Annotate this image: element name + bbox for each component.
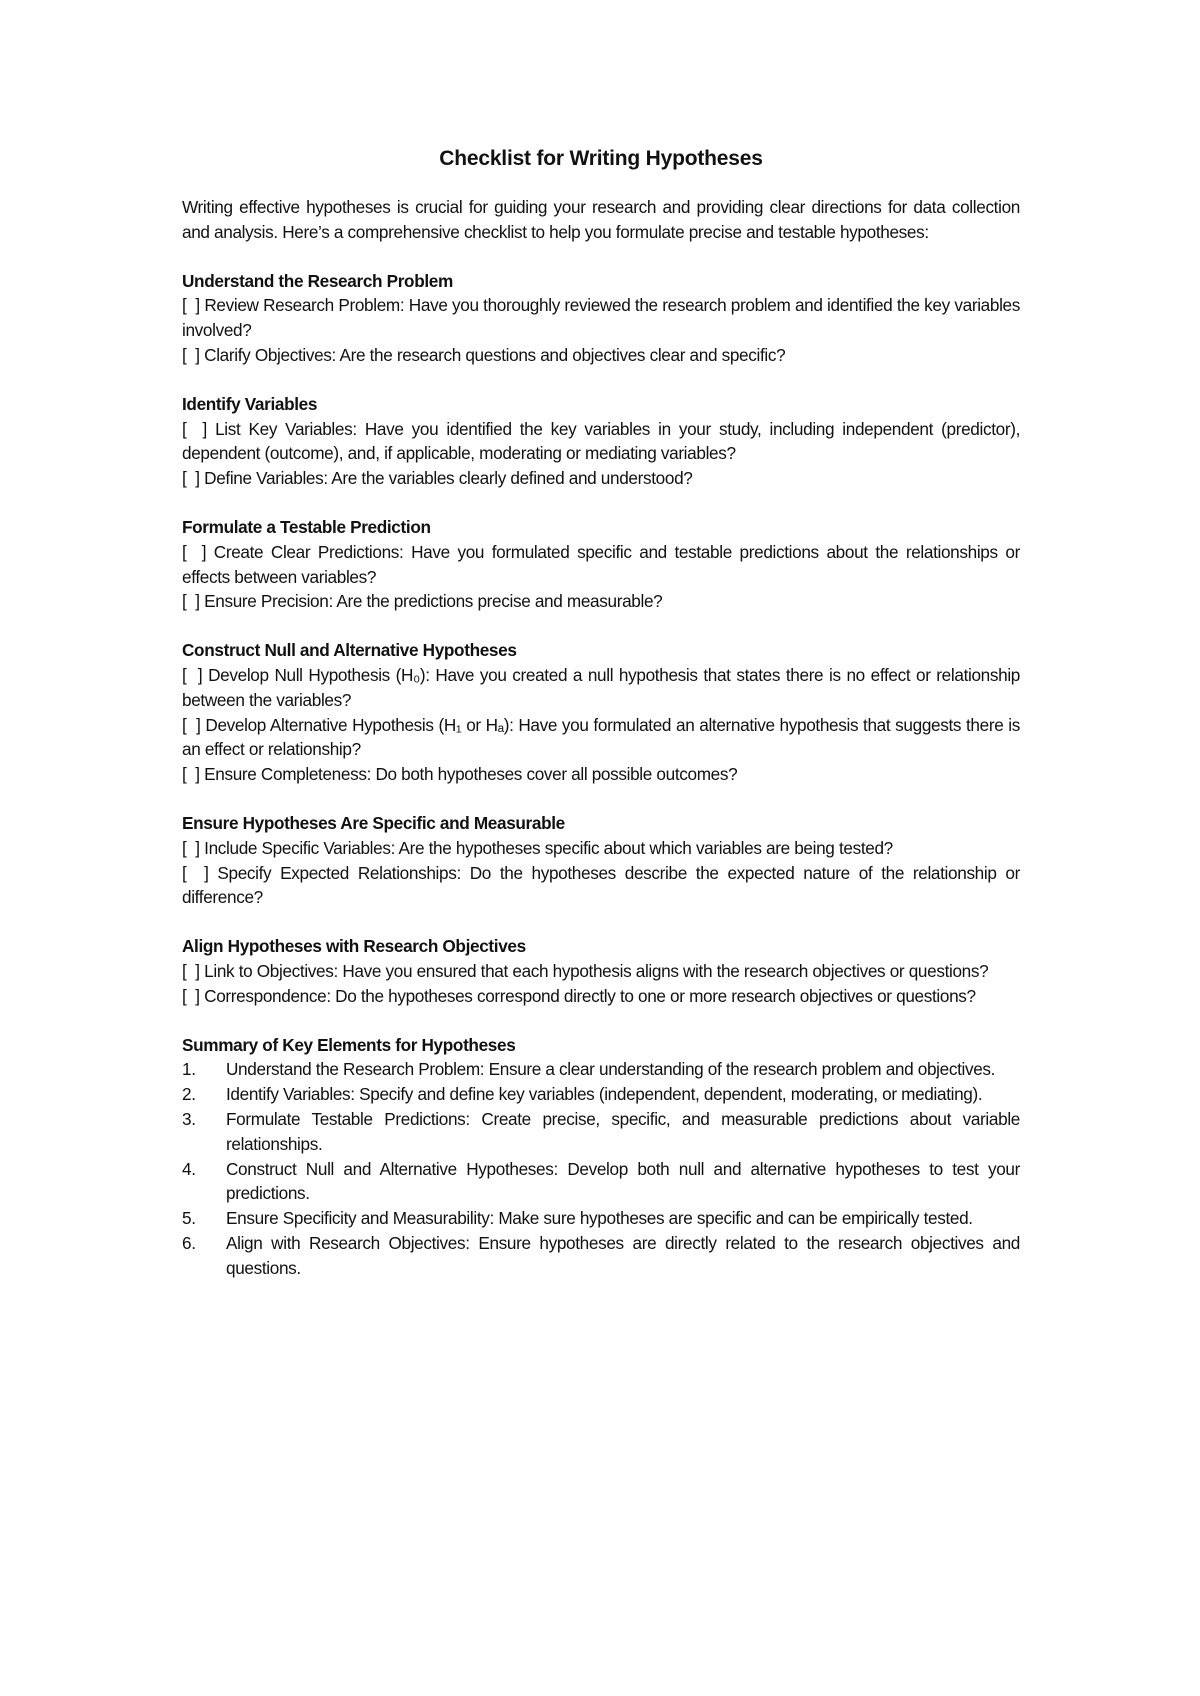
checklist-item: [182, 540, 1020, 590]
checklist-section: [182, 515, 1020, 614]
summary-item-text: Align with Research Objectives: Ensure hypotheses are directly related to the research objectives and questions.: [226, 1232, 1020, 1278]
checklist-item-text: Include Specific Variables: Are the hypotheses specific about which variables are being tested?: [204, 837, 893, 858]
checklist-item-text: Develop Null Hypothesis (H₀): Have you created a null hypothesis that states there is no effect or relationship between the variables?: [182, 664, 1021, 710]
summary-item-number: 4.: [182, 1158, 196, 1179]
checklist-item-text: Correspondence: Do the hypotheses correspond directly to one or more research objectives or questions?: [204, 985, 976, 1006]
checkbox[interactable]: [ ]: [182, 418, 207, 439]
checklist-item: [182, 589, 1020, 614]
checklist-item-text: Create Clear Predictions: Have you formulated specific and testable predictions about the relationships or effects between variables?: [182, 541, 1020, 587]
summary-item: [182, 1082, 1020, 1107]
checkbox[interactable]: [ ]: [182, 837, 200, 858]
summary-item-number: 5.: [182, 1208, 196, 1229]
summary-item: [182, 1206, 1020, 1231]
checklist-item: [182, 959, 1020, 984]
checklist-item-text: Develop Alternative Hypothesis (H₁ or Hₐ): Have you formulated an alternative hypothesis that suggests there is an effect or relationship?: [182, 714, 1020, 760]
checkbox[interactable]: [ ]: [182, 664, 203, 685]
checklist-item-text: Link to Objectives: Have you ensured that each hypothesis aligns with the research objectives or questions?: [204, 960, 989, 981]
checklist-item: [182, 466, 1020, 491]
summary-heading: Summary of Key Elements for Hypotheses: [182, 1034, 516, 1055]
checklist-item: [182, 293, 1020, 343]
section-heading: Formulate a Testable Prediction: [182, 516, 431, 537]
summary-item-text: Formulate Testable Predictions: Create precise, specific, and measurable predictions about variable relationships.: [226, 1108, 1020, 1154]
checklist-section: [182, 934, 1020, 1008]
checklist-item-text: List Key Variables: Have you identified the key variables in your study, including independent (predictor), dependent (outcome), and, if applicable, moderating or mediating variables?: [182, 418, 1021, 464]
checkbox[interactable]: [ ]: [182, 468, 200, 489]
summary-item-text: Ensure Specificity and Measurability: Make sure hypotheses are specific and can be empirically tested.: [226, 1208, 973, 1229]
checklist-item: [182, 762, 1020, 787]
checklist-item-text: Define Variables: Are the variables clearly defined and understood?: [204, 468, 693, 489]
checklist-item-text: Review Research Problem: Have you thoroughly reviewed the research problem and identified the key variables involved?: [182, 295, 1021, 341]
checkbox[interactable]: [ ]: [182, 541, 207, 562]
intro-paragraph: Writing effective hypotheses is crucial for guiding your research and providing clear directions for data collection and analysis. Here’s a comprehensive checklist to help you formulate precise and testable hypotheses:: [182, 197, 1020, 242]
summary-item: [182, 1107, 1020, 1157]
checkbox[interactable]: [ ]: [182, 591, 200, 612]
checklist-item: [182, 713, 1020, 763]
checklist-item-text: Ensure Completeness: Do both hypotheses cover all possible outcomes?: [204, 764, 738, 785]
summary-item-number: 1.: [182, 1059, 196, 1080]
document-page: [182, 143, 1020, 1304]
checkbox[interactable]: [ ]: [182, 295, 200, 316]
section-heading: Construct Null and Alternative Hypotheses: [182, 640, 517, 661]
checklist-section: [182, 638, 1020, 787]
checklist-item-text: Specify Expected Relationships: Do the hypotheses describe the expected nature of the relationship or difference?: [182, 862, 1020, 908]
checkbox[interactable]: [ ]: [182, 714, 201, 735]
summary-item-text: Understand the Research Problem: Ensure a clear understanding of the research problem and objectives.: [226, 1059, 996, 1080]
summary-item-text: Identify Variables: Specify and define key variables (independent, dependent, moderating, or mediating).: [226, 1084, 983, 1105]
checklist-item: [182, 836, 1020, 861]
checklist-section: [182, 811, 1020, 910]
summary-item: [182, 1057, 1020, 1082]
checkbox[interactable]: [ ]: [182, 985, 200, 1006]
summary-item-text: Construct Null and Alternative Hypotheses: Develop both null and alternative hypotheses to test your predictions.: [226, 1158, 1020, 1204]
summary-item-number: 3.: [182, 1108, 196, 1129]
summary-section: [182, 1033, 1020, 1281]
summary-list: [182, 1057, 1020, 1280]
section-heading: Identify Variables: [182, 393, 318, 414]
checklist-item-text: Ensure Precision: Are the predictions precise and measurable?: [204, 591, 663, 612]
checklist-item: [182, 861, 1020, 911]
checkbox[interactable]: [ ]: [182, 764, 200, 785]
section-heading: Understand the Research Problem: [182, 270, 453, 291]
summary-item-number: 2.: [182, 1084, 196, 1105]
summary-item: [182, 1157, 1020, 1207]
checklist-item: [182, 343, 1020, 368]
checkbox[interactable]: [ ]: [182, 960, 200, 981]
checkbox[interactable]: [ ]: [182, 344, 200, 365]
checkbox[interactable]: [ ]: [182, 862, 209, 883]
checklist-item: [182, 417, 1020, 467]
summary-item: [182, 1231, 1020, 1281]
checklist-item: [182, 663, 1020, 713]
checklist-section: [182, 269, 1020, 368]
checklist-section: [182, 392, 1020, 491]
checklist-sections: [182, 269, 1020, 1009]
section-heading: Ensure Hypotheses Are Specific and Measurable: [182, 812, 565, 833]
checklist-item-text: Clarify Objectives: Are the research questions and objectives clear and specific?: [204, 344, 786, 365]
summary-item-number: 6.: [182, 1232, 196, 1253]
checklist-item: [182, 984, 1020, 1009]
page-title: Checklist for Writing Hypotheses: [439, 147, 763, 170]
section-heading: Align Hypotheses with Research Objectives: [182, 936, 526, 957]
